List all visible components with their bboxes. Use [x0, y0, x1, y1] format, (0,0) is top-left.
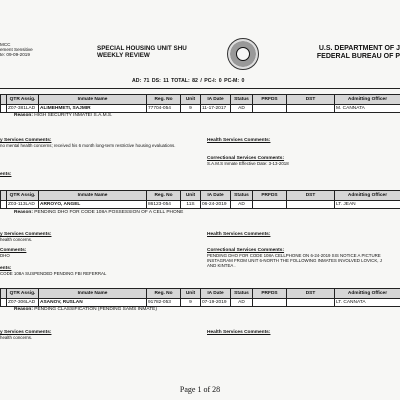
reason-text: PENDING CLASSIFICATION (PENDING SAMS INMATE)	[34, 307, 157, 312]
section-title: y Services Comments:	[0, 330, 52, 335]
section-body: DHO	[0, 253, 10, 258]
record-1-extra: ents:	[0, 172, 12, 177]
cell-iadate: 07-19-2019	[201, 299, 231, 307]
section-title: y Services Comments:	[0, 232, 52, 237]
section-title: ents:	[0, 266, 12, 271]
cell-unit: 9	[181, 105, 201, 113]
col-prfds: PRFDS	[253, 191, 287, 201]
reason-label: Reason:	[14, 307, 33, 312]
cell-officer: M. CANNATA	[335, 105, 400, 113]
section-body: S.A.M.S Inmate Effective Date: 3-13-2018	[207, 161, 289, 166]
reason-label: Reason:	[14, 113, 33, 118]
record-1-left-comments	[0, 138, 190, 148]
summary-counts: AD: 71 DS: 11 TOTAL: 82 / PC-I: 0 PC-M: 0	[132, 78, 245, 84]
cell-name: ARROYO, ANGEL	[39, 201, 147, 209]
header-left	[0, 42, 33, 58]
col-qtr: QTR Assig.	[7, 95, 39, 105]
header-agency-line1: U.S. DEPARTMENT OF J	[318, 45, 400, 52]
header-left-line: te: 09-09-2019	[0, 52, 30, 58]
record-3-left-comments	[0, 330, 190, 340]
record-3-right-comments	[207, 330, 270, 335]
header-left-line: ement Sensitive	[0, 47, 33, 53]
section-body: PENDING DHO FOR CODE 108A CELLPHONE ON 6-24-2019 SIS NOTICE A PICTURE	[207, 253, 381, 258]
cell-iadate: 11-17-2017	[201, 105, 231, 113]
record-2-correctional	[207, 248, 400, 268]
table-header-row	[1, 95, 400, 105]
cell-name: ALIMEHMETI, SAJMIR	[39, 105, 147, 113]
header-agency	[317, 45, 400, 61]
col-dst: DST	[287, 95, 335, 105]
reason-text: PENDING DHO FOR CODE 108A POSSESSION OF A CELL PHONE	[34, 210, 184, 215]
section-title: Correctional Services Comments:	[207, 156, 285, 161]
cell-unit: 11S	[181, 201, 201, 209]
cell-reg: 77704-054	[147, 105, 181, 113]
col-unit: Unit	[181, 289, 201, 299]
col-qtr: QTR Assig.	[7, 191, 39, 201]
table-row	[1, 105, 400, 113]
col-status: Status	[231, 289, 253, 299]
col-name: Inmate Name	[39, 191, 147, 201]
cell-qtr: Z07-381LAD	[7, 105, 39, 113]
section-title: Comments:	[0, 248, 27, 253]
record-1-correctional	[207, 156, 289, 166]
col-dst: DST	[287, 289, 335, 299]
cell-iadate: 06-24-2019	[201, 201, 231, 209]
record-1-right-comments	[207, 138, 270, 143]
col-reg: Reg. No	[147, 289, 181, 299]
col-unit: Unit	[181, 191, 201, 201]
col-reg: Reg. No	[147, 95, 181, 105]
record-2-left2-comments	[0, 248, 190, 258]
header-agency-line2: FEDERAL BUREAU OF P	[316, 52, 400, 60]
record-2-extra	[0, 266, 200, 276]
cell-reg: 91782-053	[147, 299, 181, 307]
col-qtr: QTR Assig.	[7, 289, 39, 299]
col-iadate: IA Date	[201, 191, 231, 201]
table-header-row	[1, 191, 400, 201]
col-officer: Admitting Officer	[335, 191, 400, 201]
col-officer: Admitting Officer	[335, 289, 400, 299]
col-iadate: IA Date	[201, 289, 231, 299]
col-status: Status	[231, 95, 253, 105]
cell-prfds	[253, 105, 287, 113]
reason-label: Reason:	[14, 210, 33, 215]
cell-name: ASANOV, RUSLAN	[39, 299, 147, 307]
section-title: Correctional Services Comments:	[207, 248, 285, 253]
page-number: Page 1 of 28	[179, 385, 221, 394]
header-left-line: MCC	[0, 42, 11, 47]
reason-text: HIGH SECURITY INMATE/ S.A.M.S.	[34, 113, 113, 118]
record-2-right-comments	[207, 232, 270, 237]
cell-dst	[287, 105, 335, 113]
inmate-table-2	[0, 190, 400, 209]
cell-status: AD	[231, 299, 253, 307]
cell-prfds	[253, 299, 287, 307]
col-prfds: PRFDS	[253, 95, 287, 105]
section-title: Health Services Comments:	[207, 330, 271, 335]
record-reason	[14, 113, 112, 118]
col-name: Inmate Name	[39, 95, 147, 105]
inmate-table-1	[0, 94, 400, 113]
cell-qtr: Z03-113LAD	[7, 201, 39, 209]
cell-reg: 86123-054	[147, 201, 181, 209]
cell-officer: LT. CANNATA	[335, 299, 400, 307]
cell-officer: LT. JEAN	[335, 201, 400, 209]
col-prfds: PRFDS	[253, 289, 287, 299]
col-officer: Admitting Officer	[335, 95, 400, 105]
table-row	[1, 201, 400, 209]
col-name: Inmate Name	[39, 289, 147, 299]
record-reason	[14, 307, 157, 312]
section-title: y Services Comments:	[0, 138, 52, 143]
section-body: health concerns.	[0, 237, 33, 242]
header-title-line1: SPECIAL HOUSING UNIT SHU	[97, 45, 187, 52]
inmate-table-3	[0, 288, 400, 307]
cell-prfds	[253, 201, 287, 209]
section-body: health concerns.	[0, 335, 33, 340]
col-status: Status	[231, 191, 253, 201]
cell-qtr: Z07-306LAD	[7, 299, 39, 307]
header-title-line2: WEEKLY REVIEW	[97, 52, 150, 60]
section-title: Health Services Comments:	[207, 232, 271, 237]
header-title	[97, 45, 187, 59]
record-2-left-comments	[0, 232, 190, 242]
section-body: AND KINTEA .	[207, 263, 236, 268]
section-body: no mental health concerns; received his 6 month long-term restrictive housing evaluations.	[0, 143, 176, 148]
section-body: CODE 108A SUSPENDED PENDING FBI REFERRAL	[0, 271, 107, 276]
col-dst: DST	[287, 191, 335, 201]
cell-status: AD	[231, 201, 253, 209]
doj-seal-icon	[227, 38, 259, 70]
section-title: Health Services Comments:	[207, 138, 271, 143]
cell-unit: 9	[181, 299, 201, 307]
cell-dst	[287, 299, 335, 307]
table-header-row	[1, 289, 400, 299]
cell-dst	[287, 201, 335, 209]
record-reason	[14, 210, 183, 215]
col-iadate: IA Date	[201, 95, 231, 105]
section-body: INSTAGRAM FROM UNIT 6-NORTH THE FOLLOWING INMATES INVOLVED LOVICK, J	[207, 258, 382, 263]
col-unit: Unit	[181, 95, 201, 105]
summary-divider	[0, 88, 400, 89]
cell-status: AD	[231, 105, 253, 113]
table-row	[1, 299, 400, 307]
col-reg: Reg. No	[147, 191, 181, 201]
